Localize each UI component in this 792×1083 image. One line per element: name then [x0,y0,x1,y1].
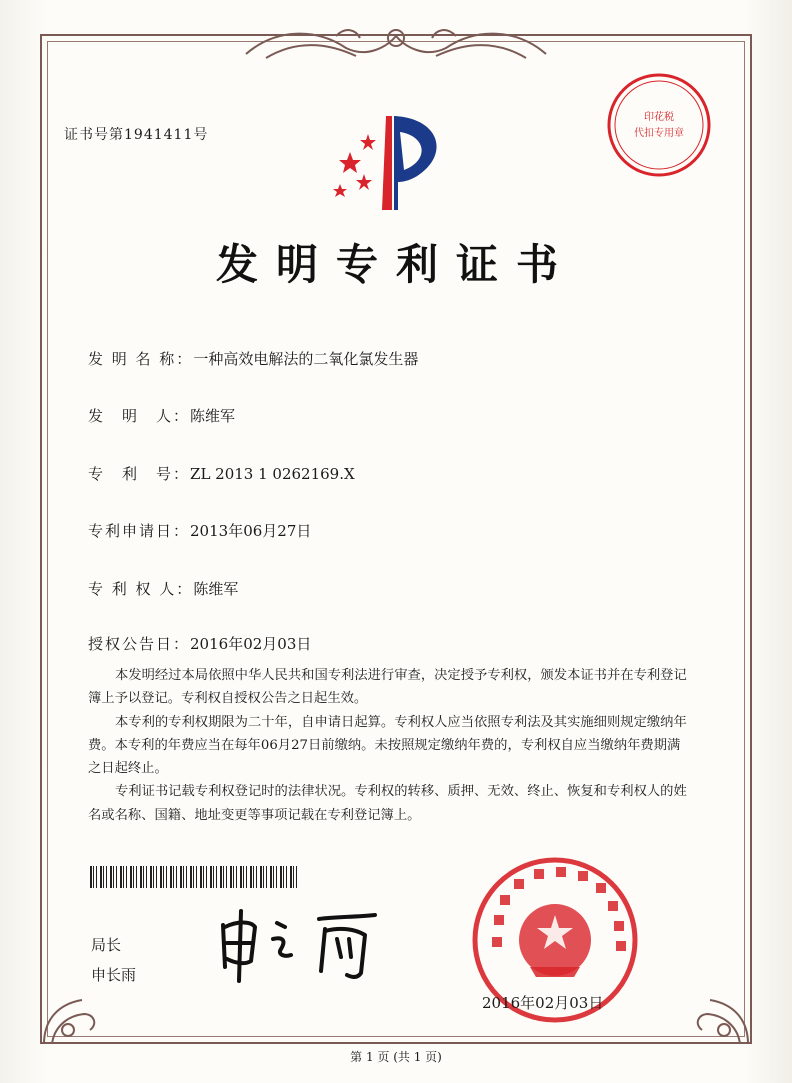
field-grant-date [88,633,311,654]
handwritten-signature [215,905,395,985]
certificate-number: 证书号第1941411号 [64,127,209,143]
body-paragraph: 本专利的专利权期限为二十年，自申请日起算。专利权人应当依照专利法及其实施细则规定缴纳年费。本专利的年费应当在每年06月27日前缴纳。未按照规定缴纳年费的，专利权自应当缴纳年费期满之日起终止。 [88,714,687,777]
field-label: 授权公告日： [88,635,191,653]
field-patent-number [88,463,355,484]
field-label: 专 利 号： [88,465,191,483]
bottom-left-ornament [38,990,108,1050]
field-patentee [88,578,238,599]
field-value: ZL 2013 1 0262169.X [190,465,355,483]
field-label: 发 明 人： [88,407,191,425]
svg-text:印花税: 印花税 [644,112,674,123]
certificate-title: 发明专利证书 [215,240,576,289]
field-value: 陈维军 [193,580,239,598]
body-paragraph: 本发明经过本局依照中华人民共和国专利法进行审查，决定授予专利权，颁发本证书并在专利登记簿上予以登记。专利权自授权公告之日起生效。 [88,668,687,707]
tax-stamp-seal [604,70,714,180]
signatory-name: 申长雨 [91,966,137,984]
signatory-title: 局长 [91,936,122,954]
field-value: 2016年02月03日 [190,635,312,653]
field-label: 专 利 权 人： [88,580,194,598]
issue-date: 2016年02月03日 [482,994,604,1012]
field-label: 专利申请日： [88,522,191,540]
patent-office-logo [328,112,458,222]
page-footer: 第 1 页 (共 1 页) [350,1050,442,1064]
certificate-body [88,664,688,827]
field-invention-name [88,348,418,369]
field-inventor [88,405,235,426]
field-value: 陈维军 [190,407,236,425]
top-ornament [236,18,556,68]
body-paragraph: 专利证书记载专利权登记时的法律状况。专利权的转移、质押、无效、终止、恢复和专利权人的姓名或名称、国籍、地址变更等事项记载在专利登记簿上。 [88,784,687,823]
field-value: 2013年06月27日 [190,522,312,540]
field-filing-date [88,520,311,541]
field-value: 一种高效电解法的二氧化氯发生器 [193,350,419,368]
barcode [90,866,300,888]
svg-text:代扣专用章: 代扣专用章 [634,128,684,139]
field-label: 发 明 名 称： [88,350,194,368]
bottom-right-ornament [684,990,754,1050]
